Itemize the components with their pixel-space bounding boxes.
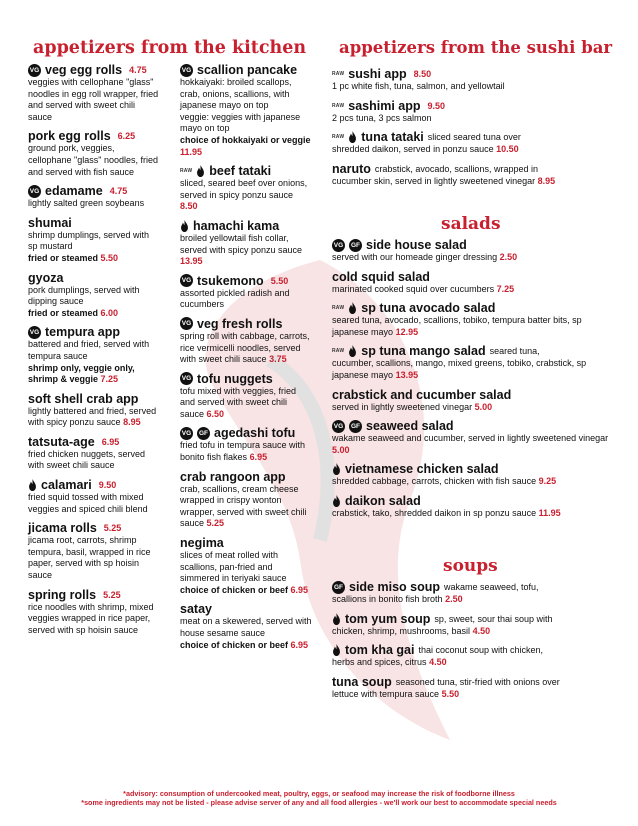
- menu-item-description-text: fried squid tossed with mixed veggies and spiced chili blend: [28, 492, 148, 514]
- menu-item: [180, 63, 312, 158]
- vegetarian-badge-icon: VG: [180, 317, 193, 330]
- menu-item-description-text: spring roll with cabbage, carrots, rice vermicelli noodles, served with sweet chili sauce: [180, 330, 310, 365]
- menu-item-description-text: fried chicken nuggets, served with sweet chili sauce: [28, 448, 146, 471]
- menu-item-description-text: sliced, seared beef over onions, served in spicy ponzu sauce: [180, 178, 308, 200]
- menu-item-name: sushi app: [348, 67, 407, 81]
- menu-item-header: [28, 325, 160, 339]
- menu-item-description: [332, 113, 602, 125]
- menu-item-description: [180, 178, 312, 213]
- menu-item: [180, 219, 312, 268]
- menu-item: [332, 344, 614, 381]
- menu-item-description: [28, 449, 160, 472]
- vegetarian-badge-icon: VG: [28, 326, 41, 339]
- menu-item-description: [180, 386, 312, 421]
- menu-item-description-text: shredded cabbage, carrots, chicken with fish sauce: [332, 476, 537, 487]
- menu-item: [332, 301, 614, 338]
- menu-item-description-text: crab, scallions, cream cheese wrapped in crispy wonton wrapper, served with sweet chili sauce: [180, 483, 307, 529]
- menu-item-header: [28, 392, 160, 406]
- menu-item: [332, 162, 602, 188]
- menu-item-name: sp tuna mango salad: [361, 344, 486, 359]
- menu-item: [28, 392, 160, 429]
- menu-item-name: naruto: [332, 161, 371, 176]
- menu-item-inline-description: sliced seared tuna over: [427, 132, 521, 143]
- menu-item-name: veg egg rolls: [45, 63, 123, 77]
- menu-item-description-text: assorted pickled radish and cucumbers: [180, 287, 290, 310]
- menu-item-name: sp tuna avocado salad: [361, 301, 496, 316]
- raw-icon: RAW: [332, 348, 345, 355]
- menu-item-name: tofu nuggets: [197, 371, 273, 386]
- menu-item-name: satay: [180, 602, 212, 617]
- menu-item-description-text: served in lightly sweetened vinegar: [332, 401, 473, 412]
- menu-item-description-text: cucumber, scallions, mango, mixed greens, tobiko, crabstick, sp japanese mayo: [332, 358, 587, 380]
- menu-item-header: [180, 164, 312, 178]
- menu-item-price: 8.50: [180, 201, 198, 212]
- menu-item-header: [332, 67, 602, 81]
- menu-item-description: [28, 492, 160, 515]
- menu-item-description-text: battered and fried, served with tempura sauce: [28, 339, 150, 361]
- spicy-icon: [348, 302, 357, 314]
- heading-sushi-bar: appetizers from the sushi bar: [339, 38, 613, 57]
- menu-item-header: [28, 271, 160, 285]
- menu-item-header: [332, 388, 614, 402]
- menu-item: [28, 216, 160, 265]
- menu-item-name: hamachi kama: [193, 218, 280, 233]
- raw-icon: RAW: [332, 305, 345, 312]
- menu-item-description: [180, 616, 312, 639]
- menu-item-price: 5.25: [206, 518, 225, 529]
- menu-item: [28, 129, 160, 178]
- menu-item-options-text: fried or steamed: [28, 307, 99, 318]
- menu-item-header: [332, 580, 602, 594]
- menu-item-description: [332, 476, 614, 488]
- spicy-icon: [180, 220, 189, 232]
- menu-item: [28, 271, 160, 320]
- menu-item-options: [28, 308, 160, 320]
- menu-item-inline-description: sp, sweet, sour thai soup with: [434, 613, 553, 624]
- menu-item: [332, 494, 614, 520]
- menu-item-name: agedashi tofu: [214, 426, 296, 441]
- menu-item-header: [28, 521, 160, 535]
- menu-item-inline-description: seasoned tuna, stir-fried with onions over: [395, 676, 560, 687]
- menu-item-description-text: fried tofu in tempura sauce with bonito fish flakes: [180, 440, 306, 463]
- menu-item-name: vietnamese chicken salad: [345, 462, 499, 477]
- menu-item-description-text: crabstick, tako, shredded daikon in sp ponzu sauce: [332, 507, 537, 518]
- menu-item-price: 5.25: [103, 523, 122, 534]
- menu-item-description: [332, 508, 614, 520]
- menu-item-header: [28, 184, 160, 198]
- menu-item-options-text: choice of chicken or beef: [180, 639, 289, 650]
- raw-icon: RAW: [180, 168, 193, 175]
- menu-item-description-text: pork dumplings, served with dipping sauce: [28, 284, 140, 307]
- spicy-icon: [348, 345, 357, 357]
- menu-item-description-text: seared tuna, avocado, scallions, tobiko, tempura batter bits, sp japanese mayo: [332, 315, 582, 337]
- menu-item-price: 5.50: [441, 688, 460, 699]
- menu-item-description-text: lightly salted green soybeans: [28, 198, 145, 209]
- menu-item-header: [332, 494, 614, 508]
- menu-item-inline-description: wakame seaweed, tofu,: [444, 582, 539, 592]
- menu-item: [180, 164, 312, 213]
- menu-item-header: [28, 478, 160, 492]
- menu-item-description: [332, 284, 614, 296]
- menu-item-header: [332, 462, 614, 476]
- menu-item-description: [28, 406, 160, 429]
- menu-item-price: 6.95: [290, 639, 309, 650]
- menu-item-description: [28, 602, 160, 637]
- raw-icon: RAW: [332, 102, 345, 109]
- menu-item-description: [28, 198, 160, 210]
- menu-item-price: 7.25: [496, 283, 515, 294]
- menu-item-description: hokkaiyaki: broiled scallops, crab, onions, scallions, with japanese mayo on top: [180, 77, 292, 111]
- menu-item: [180, 602, 312, 651]
- menu-item-description-text: ground pork, veggies, cellophane "glass" noodles, fried and served with fish sauce: [28, 143, 158, 177]
- menu-item-name: shumai: [28, 215, 72, 230]
- menu-item-price: 9.50: [98, 480, 117, 491]
- heading-soups: soups: [443, 556, 498, 576]
- spicy-icon: [332, 644, 341, 656]
- menu-item-options-text: fried or steamed: [28, 252, 99, 263]
- spicy-icon: [332, 495, 341, 507]
- menu-item-header: [180, 536, 312, 550]
- menu-item-name: scallion pancake: [197, 63, 298, 77]
- menu-item: [28, 521, 160, 581]
- menu-item-description: [332, 81, 602, 93]
- menu-item: [332, 67, 602, 93]
- menu-item-description-text: cucumber skin, served in lightly sweetened vinegar: [332, 175, 536, 186]
- menu-item-name: spring rolls: [28, 587, 97, 602]
- menu-item-name: tuna soup: [332, 674, 392, 689]
- menu-item-description-text: marinated cooked squid over cucumbers: [332, 283, 495, 294]
- vegetarian-badge-icon: VG: [180, 64, 193, 77]
- menu-item-description-text: scallions in bonito fish broth: [332, 594, 443, 604]
- menu-item-header: [180, 372, 312, 386]
- menu-item-name: daikon salad: [345, 493, 421, 508]
- menu-item-options: [180, 585, 312, 597]
- gluten-free-badge-icon: GF: [197, 427, 210, 440]
- menu-item-description-text: rice noodles with shrimp, mixed veggies wrapped in rice paper, served with sp hoisin sauce: [28, 601, 154, 635]
- menu-item-header: [28, 216, 160, 230]
- menu-item-price: 2.50: [445, 594, 463, 604]
- menu-item-description: [332, 433, 614, 456]
- menu-item: [28, 184, 160, 210]
- menu-item-price: 6.95: [101, 436, 120, 447]
- menu-item-header: [180, 470, 312, 484]
- vegetarian-badge-icon: VG: [180, 372, 193, 385]
- menu-item-header: [332, 238, 614, 252]
- menu-item-header: [332, 130, 602, 144]
- menu-item-description: [332, 315, 614, 338]
- menu-item-description-text: veggies with cellophane "glass" noodles in egg roll wrapper, fried and served with sweet chili sauce: [28, 77, 159, 122]
- menu-item-price: 2.50: [499, 252, 518, 262]
- soups-list: [332, 580, 602, 706]
- menu-item-header: [180, 317, 312, 331]
- menu-item: [180, 470, 312, 530]
- menu-item-header: [180, 274, 312, 288]
- menu-item-inline-description: seared tuna,: [489, 346, 540, 357]
- menu-item-header: [180, 426, 312, 440]
- menu-item-price: 5.50: [270, 275, 289, 286]
- menu-item-options-text: choice of chicken or beef: [180, 584, 289, 595]
- menu-item: [180, 426, 312, 463]
- menu-item-options-text: choice of hokkaiyaki or veggie: [180, 134, 311, 145]
- menu-item-header: [28, 588, 160, 602]
- menu-item-name: calamari: [41, 478, 92, 493]
- menu-item-description-text: meat on a skewered, served with house sesame sauce: [180, 616, 312, 638]
- menu-item-price: 6.95: [290, 584, 309, 595]
- menu-item-description: [180, 288, 312, 311]
- menu-item-description-text: wakame seaweed and cucumber, served in lightly sweetened vinegar: [332, 433, 609, 444]
- spicy-icon: [196, 165, 205, 177]
- menu-item: [332, 643, 602, 669]
- menu-item-name: tom kha gai: [345, 643, 415, 658]
- menu-item-price: 6.25: [117, 131, 136, 142]
- menu-item-description: [180, 233, 312, 268]
- menu-item-description-text: tofu mixed with veggies, fried and served with sweet chili sauce: [180, 385, 297, 419]
- menu-item-price: 8.50: [413, 69, 432, 79]
- menu-item-name: gyoza: [28, 270, 64, 285]
- menu-item-description-text: chicken, shrimp, mushrooms, basil: [332, 625, 471, 636]
- menu-item-name: side miso soup: [349, 580, 440, 594]
- menu-item-header: [332, 643, 602, 657]
- heading-salads: salads: [441, 214, 501, 234]
- menu-item-header: [332, 419, 614, 433]
- menu-item-price: 5.50: [100, 252, 119, 263]
- menu-item-name: negima: [180, 536, 224, 551]
- menu-item-description-text: 2 pcs tuna, 3 pcs salmon: [332, 112, 432, 123]
- menu-item-description-text: 1 pc white fish, tuna, salmon, and yellowtail: [332, 81, 505, 91]
- menu-item-description-text: served with our homeade ginger dressing: [332, 252, 498, 262]
- menu-item-price: 6.50: [206, 408, 225, 419]
- menu-item-description-text: slices of meat rolled with scallions, pan-fried and simmered in teriyaki sauce: [180, 550, 287, 584]
- spicy-icon: [332, 613, 341, 625]
- menu-item-price: 9.25: [538, 476, 557, 487]
- menu-item: [180, 274, 312, 311]
- menu-item: [332, 238, 614, 264]
- menu-item-description: [28, 143, 160, 178]
- menu-item-description: [28, 230, 160, 253]
- menu-item-price: 13.95: [180, 256, 203, 267]
- menu-item-description: [332, 626, 602, 638]
- heading-kitchen: appetizers from the kitchen: [33, 38, 307, 58]
- menu-item-description-text: jicama root, carrots, shrimp tempura, basil, wrapped in rice paper, served with sp hoisin sauce: [28, 535, 151, 581]
- menu-item-name: side house salad: [366, 238, 467, 252]
- menu-item-description: [332, 358, 614, 381]
- menu-item-price: 12.95: [395, 326, 419, 337]
- menu-item-price: 11.95: [180, 146, 203, 157]
- menu-item-description-text: broiled yellowtail fish collar, served with spicy ponzu sauce: [180, 232, 303, 255]
- menu-item-price: 13.95: [395, 369, 419, 380]
- menu-item-name: crab rangoon app: [180, 469, 286, 484]
- menu-item-description: [332, 657, 602, 669]
- menu-item-options: [28, 363, 160, 386]
- menu-item-header: [180, 602, 312, 616]
- kitchen-column-right: [180, 63, 312, 657]
- menu-item: [332, 388, 614, 414]
- menu-item: [332, 580, 602, 606]
- menu-item-price: 7.25: [100, 374, 119, 385]
- spicy-icon: [332, 463, 341, 475]
- menu-item: [332, 612, 602, 638]
- menu-item-header: [332, 270, 614, 284]
- menu-item-price: 9.50: [427, 100, 446, 111]
- menu-item-description: [332, 252, 614, 264]
- menu-item-price: 5.00: [474, 401, 493, 412]
- menu-item-name: sashimi app: [348, 98, 421, 113]
- menu-item-name: veg fresh rolls: [197, 316, 283, 331]
- vegetarian-badge-icon: VG: [332, 420, 345, 433]
- menu-item-description: [180, 440, 312, 463]
- menu-item-description-text: herbs and spices, citrus: [332, 657, 427, 668]
- menu-item-header: [180, 219, 312, 233]
- menu-item-description: [332, 402, 614, 414]
- menu-item-name: seaweed salad: [366, 419, 454, 434]
- menu-item-name: crabstick and cucumber salad: [332, 387, 512, 402]
- menu-item-description: [180, 331, 312, 366]
- gluten-free-badge-icon: GF: [332, 581, 345, 594]
- menu-item-header: [180, 63, 312, 77]
- menu-item-inline-description: thai coconut soup with chicken,: [418, 645, 544, 656]
- menu-item-description: [332, 594, 602, 606]
- menu-item-header: [332, 301, 614, 315]
- menu-item-description-text: shredded daikon, served in ponzu sauce: [332, 144, 494, 155]
- menu-item-description: veggie: veggies with japanese mayo on top: [180, 111, 301, 134]
- menu-item-price: 11.95: [538, 507, 561, 518]
- menu-item-description-text: shrimp dumplings, served with sp mustard: [28, 229, 150, 252]
- menu-item-name: edamame: [45, 184, 103, 199]
- menu-item-options: [28, 253, 160, 265]
- menu-item-price: 4.75: [109, 186, 128, 197]
- menu-item-header: [332, 162, 602, 176]
- spicy-icon: [348, 131, 357, 143]
- menu-item-header: [28, 129, 160, 143]
- menu-item-options: [180, 135, 312, 158]
- gluten-free-badge-icon: GF: [349, 239, 362, 252]
- vegetarian-badge-icon: VG: [28, 185, 41, 198]
- menu-item-header: [28, 435, 160, 449]
- menu-item-price: 3.75: [269, 354, 287, 365]
- menu-item-header: [332, 344, 614, 358]
- menu-item-options: [180, 640, 312, 652]
- menu-item-description: [332, 144, 602, 156]
- menu-item-description: [28, 535, 160, 581]
- menu-item-price: 5.00: [332, 444, 350, 455]
- menu-item-header: [332, 675, 602, 689]
- menu-item: [332, 99, 602, 125]
- vegetarian-badge-icon: VG: [180, 427, 193, 440]
- menu-item: [28, 63, 160, 123]
- menu-item: [28, 325, 160, 385]
- menu-item-name: tuna tataki: [361, 130, 424, 145]
- spicy-icon: [28, 479, 37, 491]
- menu-item-inline-description: crabstick, avocado, scallions, wrapped in: [374, 163, 538, 174]
- advisory-line-2: *some ingredients may not be listed - please advise server of any and all food allergies - we'll work our best to accommodate special needs: [81, 798, 557, 807]
- menu-item-name: jicama rolls: [28, 521, 97, 536]
- menu-item-name: pork egg rolls: [28, 129, 111, 144]
- vegetarian-badge-icon: VG: [28, 64, 41, 77]
- menu-item: [180, 372, 312, 421]
- menu-item-price: 4.50: [429, 657, 447, 668]
- menu-item: [28, 435, 160, 472]
- gluten-free-badge-icon: GF: [349, 420, 362, 433]
- menu-item: [180, 536, 312, 596]
- menu-item-description: [28, 285, 160, 308]
- menu-item: [180, 317, 312, 366]
- menu-item-description: [28, 339, 160, 362]
- menu-item-description-text: lightly battered and fried, served with spicy ponzu sauce: [28, 405, 157, 428]
- raw-icon: RAW: [332, 134, 345, 141]
- salads-list: [332, 238, 614, 526]
- menu-item-description-text: lettuce with tempura sauce: [332, 688, 440, 699]
- menu-item: [332, 675, 602, 701]
- menu-item-description: [332, 689, 602, 701]
- menu-item-header: [28, 63, 160, 77]
- menu-item-price: 4.75: [129, 65, 147, 75]
- menu-item-price: 4.50: [472, 625, 491, 636]
- advisory-line-1: *advisory: consumption of undercooked meat, poultry, eggs, or seafood may increase the risk of foodborne illness: [123, 789, 515, 798]
- menu-item: [332, 270, 614, 296]
- menu-item: [28, 588, 160, 637]
- vegetarian-badge-icon: VG: [332, 239, 345, 252]
- vegetarian-badge-icon: VG: [180, 274, 193, 287]
- kitchen-column-left: [28, 63, 160, 642]
- menu-item-name: cold squid salad: [332, 269, 430, 284]
- menu-item-description: [332, 176, 602, 188]
- menu-item: [332, 130, 602, 156]
- menu-item-description: [180, 484, 312, 530]
- menu-item-price: 8.95: [537, 175, 556, 186]
- menu-item-header: [332, 99, 602, 113]
- sushi-bar-list: [332, 67, 602, 193]
- menu-item-name: beef tataki: [209, 164, 272, 179]
- menu-item-options-text: shrimp only, veggie only, shrimp & veggie: [28, 362, 135, 385]
- menu-item: [332, 419, 614, 456]
- raw-icon: RAW: [332, 71, 345, 77]
- menu-item-name: tom yum soup: [345, 611, 431, 626]
- menu-item-name: soft shell crab app: [28, 391, 139, 406]
- menu-item: [28, 478, 160, 515]
- menu-item-name: tempura app: [45, 325, 121, 340]
- menu-item-header: [332, 612, 602, 626]
- menu-item-price: 10.50: [496, 144, 519, 155]
- menu-item-price: 8.95: [123, 417, 141, 428]
- menu-item-price: 6.00: [100, 307, 119, 318]
- menu-item-name: tsukemono: [197, 273, 264, 288]
- menu-item: [332, 462, 614, 488]
- menu-item-name: tatsuta-age: [28, 434, 95, 449]
- menu-item-price: 6.95: [249, 452, 268, 463]
- menu-item-description: [28, 77, 160, 123]
- menu-item-price: 5.25: [103, 589, 121, 600]
- menu-item-description: [180, 550, 312, 585]
